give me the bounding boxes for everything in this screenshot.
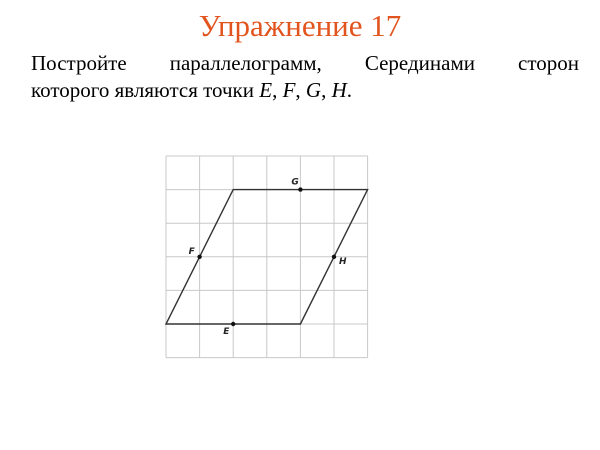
task-word: Серединами <box>364 51 475 75</box>
point-name-h: H <box>331 78 347 102</box>
task-line-2-prefix: которого являются точки <box>31 78 260 102</box>
point-name-f: F <box>282 78 296 102</box>
separator: , <box>272 78 283 102</box>
point-name-e: E <box>259 78 273 102</box>
point-name-g: G <box>305 78 322 102</box>
midpoint-g <box>298 187 302 191</box>
task-text-line-1 <box>31 50 579 77</box>
midpoint-e <box>231 322 235 326</box>
task-text <box>31 50 579 104</box>
point-label-g: G <box>291 177 299 188</box>
point-label-h: H <box>339 256 347 267</box>
point-label-e: E <box>223 327 230 337</box>
separator: , <box>321 78 332 102</box>
exercise-title: Упражнение 17 <box>198 8 402 43</box>
separator: , <box>295 78 306 102</box>
task-word: параллелограмм, <box>169 51 322 75</box>
parallelogram-diagram <box>160 150 374 360</box>
point-label-f: F <box>188 246 195 257</box>
task-word: Постройте <box>31 51 127 75</box>
midpoint-h <box>332 255 336 259</box>
separator: . <box>346 78 352 102</box>
task-text-line-2 <box>31 77 579 104</box>
task-word: сторон <box>518 51 579 75</box>
grid-figure <box>160 150 374 360</box>
midpoint-f <box>197 255 201 259</box>
